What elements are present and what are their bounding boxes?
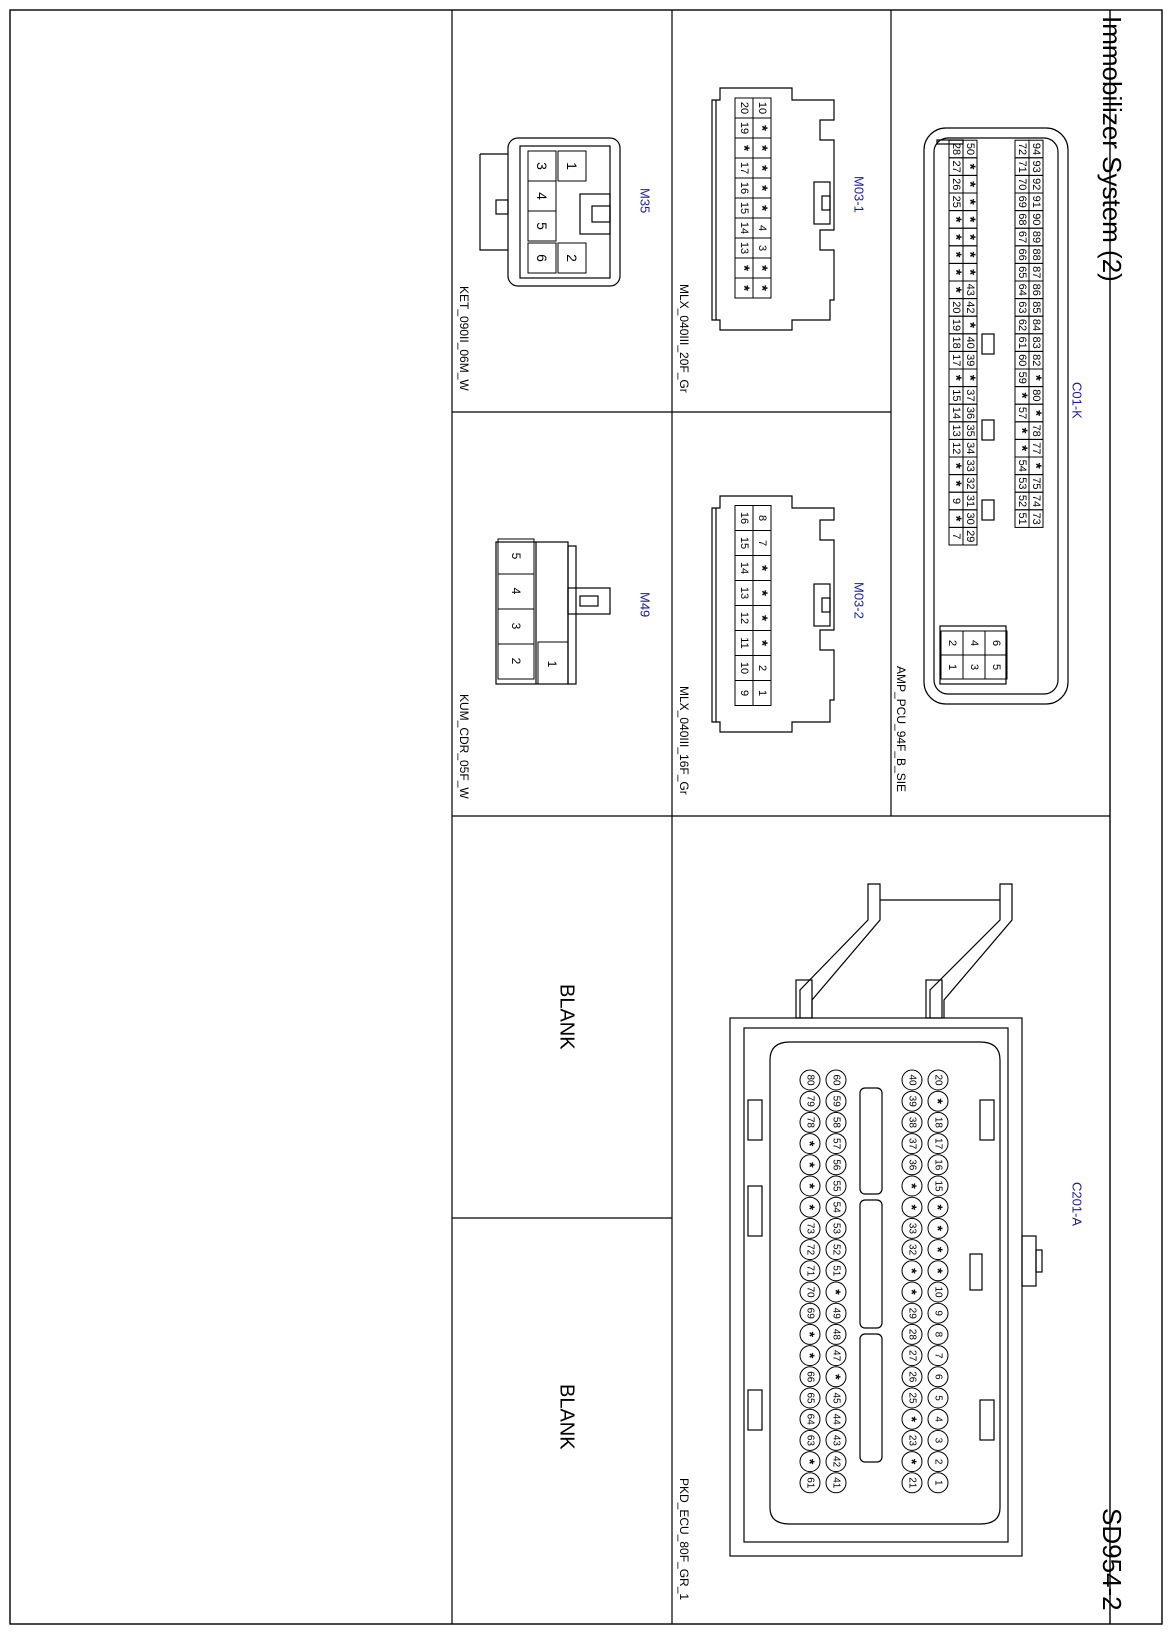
pin-label: 66 bbox=[1016, 248, 1028, 261]
pin-label: 2 bbox=[946, 639, 958, 647]
pin-label: 4 bbox=[756, 224, 768, 232]
pin-label: 41 bbox=[830, 1477, 842, 1489]
pin-label: 52 bbox=[1016, 494, 1028, 508]
pin-label: 38 bbox=[906, 1116, 918, 1128]
pin-label: 18 bbox=[932, 1116, 944, 1128]
m03-2-connector bbox=[712, 496, 834, 732]
pin-label: 27 bbox=[906, 1350, 918, 1362]
m49-part: KUM_CDR_05F_W bbox=[457, 694, 472, 799]
pin-label: * bbox=[753, 285, 771, 291]
c201a-pin-grid bbox=[800, 1070, 948, 1493]
pin-label: * bbox=[904, 1416, 920, 1422]
pin-label: 3 bbox=[932, 1437, 944, 1444]
pin-label: 53 bbox=[1016, 477, 1028, 490]
pin-label: * bbox=[947, 286, 965, 293]
c01k-part: AMP_PCU_94F_B_SIE bbox=[894, 666, 909, 793]
pin-label: 14 bbox=[738, 221, 750, 235]
pin-label: 34 bbox=[964, 442, 976, 455]
pin-label: 45 bbox=[830, 1392, 842, 1404]
pin-label: 78 bbox=[804, 1116, 816, 1128]
pin-label: 6 bbox=[932, 1374, 944, 1380]
pin-label: * bbox=[947, 234, 965, 240]
pin-label: 85 bbox=[1030, 301, 1042, 314]
pin-label: 80 bbox=[804, 1074, 816, 1086]
pin-label: 48 bbox=[830, 1328, 842, 1340]
pin-label: * bbox=[947, 374, 965, 381]
pin-label: 71 bbox=[804, 1265, 816, 1277]
pin-label: 7 bbox=[950, 533, 962, 540]
pin-label: 65 bbox=[804, 1392, 816, 1404]
pin-label: 36 bbox=[906, 1159, 918, 1171]
pin-label: 63 bbox=[1016, 301, 1028, 314]
pin-label: 5 bbox=[990, 663, 1002, 671]
pin-label: 19 bbox=[738, 121, 750, 135]
pin-label: 23 bbox=[906, 1434, 918, 1446]
pin-label: * bbox=[802, 1331, 818, 1338]
pin-label: * bbox=[753, 125, 771, 131]
pin-label: 75 bbox=[1030, 477, 1042, 490]
pin-label: * bbox=[802, 1352, 818, 1359]
pin-label: * bbox=[753, 145, 771, 151]
pin-label: * bbox=[947, 251, 965, 258]
pin-label: 29 bbox=[906, 1307, 918, 1319]
pin-label: 33 bbox=[964, 459, 976, 472]
pin-label: * bbox=[1013, 392, 1031, 399]
pin-label: 7 bbox=[932, 1352, 944, 1359]
pin-label: 19 bbox=[950, 318, 962, 332]
pin-label: 5 bbox=[509, 552, 523, 560]
pin-label: * bbox=[904, 1289, 920, 1295]
pin-label: 42 bbox=[964, 301, 976, 314]
pin-label: 25 bbox=[906, 1392, 918, 1404]
pin-label: 15 bbox=[738, 536, 750, 550]
grid-lines bbox=[452, 10, 1110, 1624]
pin-label: 26 bbox=[950, 178, 962, 191]
pin-label: 56 bbox=[830, 1159, 842, 1171]
m03-2-part: MLX_040III_16F_Gr bbox=[677, 686, 692, 795]
pin-label: 59 bbox=[1016, 371, 1028, 384]
pin-label: * bbox=[961, 234, 979, 240]
c01k-pin-grid bbox=[941, 140, 1045, 679]
pin-label: 72 bbox=[1016, 142, 1028, 156]
pin-label: * bbox=[802, 1162, 818, 1168]
pin-label: 39 bbox=[964, 354, 976, 367]
pin-label: 65 bbox=[1016, 266, 1028, 279]
pin-label: 30 bbox=[964, 512, 976, 525]
pin-label: 1 bbox=[946, 663, 958, 671]
pin-label: * bbox=[930, 1268, 946, 1274]
pin-label: 66 bbox=[804, 1371, 816, 1383]
pin-label: * bbox=[735, 145, 753, 151]
pin-label: 4 bbox=[534, 192, 550, 200]
pin-label: 70 bbox=[804, 1286, 816, 1298]
pin-label: 13 bbox=[738, 241, 750, 255]
pin-label: * bbox=[1027, 462, 1045, 469]
pin-label: 51 bbox=[1016, 512, 1028, 525]
pin-label: * bbox=[1013, 427, 1031, 434]
pin-label: 16 bbox=[738, 511, 750, 525]
pin-label: 14 bbox=[738, 561, 750, 575]
pin-label: 1 bbox=[564, 162, 580, 170]
pin-label: 3 bbox=[534, 162, 550, 170]
pin-label: * bbox=[961, 198, 979, 205]
pin-label: * bbox=[753, 640, 771, 646]
blank-cell-label: BLANK bbox=[555, 984, 578, 1050]
pin-label: * bbox=[753, 165, 771, 171]
pin-label: 94 bbox=[1030, 142, 1042, 156]
c201a-connector bbox=[730, 884, 1042, 1556]
pin-label: 8 bbox=[932, 1331, 944, 1338]
pin-label: 78 bbox=[1030, 424, 1042, 437]
pin-label: 8 bbox=[756, 514, 768, 522]
pin-label: 20 bbox=[738, 101, 750, 115]
pin-label: 10 bbox=[756, 101, 768, 115]
pin-label: 64 bbox=[804, 1413, 816, 1425]
pin-label: 18 bbox=[950, 336, 962, 349]
pin-label: 3 bbox=[968, 663, 980, 671]
pin-label: 72 bbox=[804, 1244, 816, 1256]
pin-label: 39 bbox=[906, 1095, 918, 1107]
pin-label: * bbox=[802, 1140, 818, 1147]
pin-label: 29 bbox=[964, 530, 976, 543]
pin-label: * bbox=[930, 1204, 946, 1210]
pin-label: * bbox=[735, 285, 753, 291]
pin-label: * bbox=[1027, 410, 1045, 416]
pin-label: 16 bbox=[738, 181, 750, 195]
pin-label: 5 bbox=[932, 1395, 944, 1401]
pin-label: 35 bbox=[964, 424, 976, 437]
pin-label: 2 bbox=[509, 657, 523, 665]
pin-label: 2 bbox=[756, 664, 768, 672]
pin-label: 82 bbox=[1030, 354, 1042, 367]
pin-label: 74 bbox=[1030, 494, 1042, 508]
page-code: SD954-2 bbox=[1096, 1508, 1127, 1611]
pin-label: 5 bbox=[534, 222, 550, 230]
pin-label: * bbox=[930, 1098, 946, 1104]
pin-label: 37 bbox=[964, 389, 976, 402]
pin-label: * bbox=[904, 1268, 920, 1274]
pin-label: 2 bbox=[932, 1458, 944, 1465]
pin-label: 60 bbox=[1016, 354, 1028, 367]
m03-2-name: M03-2 bbox=[851, 582, 867, 619]
pin-label: 67 bbox=[1016, 230, 1028, 244]
pin-label: * bbox=[930, 1225, 946, 1232]
pin-label: * bbox=[828, 1374, 844, 1380]
pin-label: * bbox=[828, 1289, 844, 1295]
pin-label: * bbox=[961, 181, 979, 188]
pin-label: 12 bbox=[950, 442, 962, 455]
m49-pin-grid bbox=[498, 539, 568, 684]
pin-label: * bbox=[753, 590, 771, 596]
pin-label: 11 bbox=[738, 637, 750, 649]
pin-label: * bbox=[802, 1204, 818, 1210]
pin-label: 69 bbox=[1016, 195, 1028, 208]
pin-label: 80 bbox=[1030, 389, 1042, 402]
pin-label: 68 bbox=[1016, 213, 1028, 226]
pin-label: 28 bbox=[906, 1328, 918, 1340]
pin-label: 42 bbox=[830, 1456, 842, 1468]
pin-label: 84 bbox=[1030, 318, 1042, 332]
pin-label: 43 bbox=[830, 1434, 842, 1446]
blank-cell-label: BLANK bbox=[555, 1384, 578, 1450]
pin-label: 28 bbox=[950, 142, 962, 156]
c01k-name: C01-K bbox=[1069, 382, 1085, 419]
pin-label: 77 bbox=[1030, 442, 1042, 455]
pin-label: 7 bbox=[756, 539, 768, 547]
pin-label: * bbox=[753, 265, 771, 271]
pin-label: 9 bbox=[932, 1310, 944, 1316]
pin-label: * bbox=[947, 462, 965, 469]
pin-label: * bbox=[930, 1246, 946, 1253]
pin-label: 59 bbox=[830, 1095, 842, 1107]
pin-label: 83 bbox=[1030, 336, 1042, 349]
pin-label: 92 bbox=[1030, 178, 1042, 191]
pin-label: 61 bbox=[804, 1477, 816, 1489]
pin-label: * bbox=[961, 163, 979, 170]
m03-1-connector bbox=[712, 88, 834, 330]
c01k-connector bbox=[924, 128, 1068, 704]
pin-label: 26 bbox=[906, 1371, 918, 1383]
pin-label: 62 bbox=[1016, 318, 1028, 332]
pin-label: 32 bbox=[906, 1244, 918, 1256]
c201a-name: C201-A bbox=[1069, 1182, 1085, 1227]
pin-label: 47 bbox=[830, 1350, 842, 1362]
pin-label: 51 bbox=[830, 1265, 842, 1277]
pin-label: 21 bbox=[906, 1477, 918, 1489]
pin-label: 54 bbox=[1016, 459, 1028, 472]
pin-label: * bbox=[947, 216, 965, 223]
pin-label: 61 bbox=[1016, 336, 1028, 349]
pin-label: 20 bbox=[932, 1074, 944, 1086]
pin-label: * bbox=[904, 1458, 920, 1465]
pin-label: 49 bbox=[830, 1307, 842, 1319]
pin-label: 1 bbox=[932, 1480, 944, 1486]
m03-1-pin-grid bbox=[735, 98, 771, 298]
pin-label: 70 bbox=[1016, 178, 1028, 191]
pin-label: 1 bbox=[545, 660, 559, 668]
pin-label: 57 bbox=[830, 1138, 842, 1150]
pin-label: 55 bbox=[830, 1180, 842, 1192]
pin-label: 16 bbox=[932, 1159, 944, 1171]
pin-label: 9 bbox=[950, 497, 962, 505]
pin-label: 60 bbox=[830, 1074, 842, 1086]
pin-label: 50 bbox=[964, 142, 976, 156]
pin-label: * bbox=[947, 269, 965, 276]
pin-label: 13 bbox=[950, 424, 962, 437]
pin-label: 90 bbox=[1030, 213, 1042, 226]
pin-label: 91 bbox=[1030, 195, 1042, 208]
pin-label: 20 bbox=[950, 301, 962, 314]
pin-label: 4 bbox=[932, 1416, 944, 1422]
m03-1-part: MLX_040III_20F_Gr bbox=[677, 284, 692, 393]
pin-label: 9 bbox=[738, 689, 750, 697]
pin-label: 89 bbox=[1030, 230, 1042, 244]
pin-label: 93 bbox=[1030, 160, 1042, 173]
c201a-part: PKD_ECU_80F_GR_1 bbox=[677, 1478, 692, 1601]
pin-label: 25 bbox=[950, 195, 962, 208]
pin-label: 31 bbox=[964, 494, 976, 508]
pin-label: 79 bbox=[804, 1095, 816, 1107]
pin-label: 40 bbox=[906, 1074, 918, 1086]
pin-label: * bbox=[802, 1183, 818, 1189]
m49-name: M49 bbox=[637, 592, 653, 618]
pin-label: * bbox=[961, 322, 979, 328]
pin-label: 58 bbox=[830, 1116, 842, 1128]
pin-label: * bbox=[947, 480, 965, 487]
pin-label: * bbox=[735, 265, 753, 271]
pin-label: 37 bbox=[906, 1138, 918, 1150]
pin-label: 17 bbox=[950, 354, 962, 367]
pin-label: 54 bbox=[830, 1201, 842, 1213]
pin-label: 17 bbox=[932, 1138, 944, 1150]
pin-label: 2 bbox=[564, 254, 580, 262]
pin-label: 33 bbox=[906, 1222, 918, 1234]
pin-label: 6 bbox=[534, 254, 550, 262]
m35-pin-grid bbox=[528, 151, 586, 273]
pin-label: 3 bbox=[509, 622, 523, 630]
pin-label: * bbox=[753, 615, 771, 621]
m35-part: KET_090II_06M_W bbox=[457, 286, 472, 391]
pin-label: 64 bbox=[1016, 283, 1028, 296]
pin-label: * bbox=[753, 185, 771, 191]
pin-label: 4 bbox=[509, 587, 523, 595]
m03-2-pin-grid bbox=[735, 506, 771, 706]
pin-label: 87 bbox=[1030, 266, 1042, 279]
pin-label: 3 bbox=[756, 244, 768, 252]
pin-label: * bbox=[961, 251, 979, 258]
pin-label: 32 bbox=[964, 477, 976, 490]
m03-1-name: M03-1 bbox=[851, 176, 867, 213]
pin-label: 36 bbox=[964, 406, 976, 420]
pin-label: * bbox=[961, 269, 979, 276]
pin-label: 27 bbox=[950, 160, 962, 173]
pin-label: * bbox=[961, 374, 979, 381]
pin-label: 88 bbox=[1030, 248, 1042, 261]
pin-label: * bbox=[1013, 445, 1031, 452]
pin-label: 10 bbox=[932, 1286, 944, 1298]
pin-label: 17 bbox=[738, 161, 750, 175]
pin-label: * bbox=[961, 216, 979, 223]
pin-label: 10 bbox=[738, 661, 750, 675]
pin-label: * bbox=[802, 1458, 818, 1465]
pin-label: 14 bbox=[950, 406, 962, 420]
pin-label: 73 bbox=[1030, 512, 1042, 525]
pin-label: * bbox=[904, 1183, 920, 1189]
pin-label: 43 bbox=[964, 283, 976, 296]
pin-label: 13 bbox=[738, 586, 750, 600]
pin-label: 40 bbox=[964, 336, 976, 349]
pin-label: 57 bbox=[1016, 406, 1028, 420]
pin-label: 52 bbox=[830, 1244, 842, 1256]
pin-label: 12 bbox=[738, 611, 750, 625]
pin-label: 1 bbox=[756, 689, 768, 697]
pin-label: 53 bbox=[830, 1222, 842, 1234]
m35-name: M35 bbox=[637, 188, 653, 214]
pin-label: * bbox=[753, 205, 771, 211]
pin-label: 63 bbox=[804, 1434, 816, 1446]
pin-label: * bbox=[1027, 374, 1045, 381]
pin-label: 71 bbox=[1016, 160, 1028, 173]
pin-label: 86 bbox=[1030, 283, 1042, 296]
pin-label: * bbox=[753, 565, 771, 571]
pin-label: * bbox=[904, 1204, 920, 1210]
pin-label: 73 bbox=[804, 1222, 816, 1234]
page-title: Immobilizer System (2) bbox=[1096, 16, 1127, 282]
pin-label: 69 bbox=[804, 1307, 816, 1319]
pin-label: 6 bbox=[990, 639, 1002, 647]
pin-label: 15 bbox=[950, 389, 962, 402]
pin-label: 15 bbox=[932, 1180, 944, 1192]
pin-label: * bbox=[947, 515, 965, 522]
pin-label: 44 bbox=[830, 1413, 842, 1425]
pin-label: 15 bbox=[738, 201, 750, 215]
m35-connector bbox=[480, 138, 620, 286]
pin-label: 4 bbox=[968, 639, 980, 647]
